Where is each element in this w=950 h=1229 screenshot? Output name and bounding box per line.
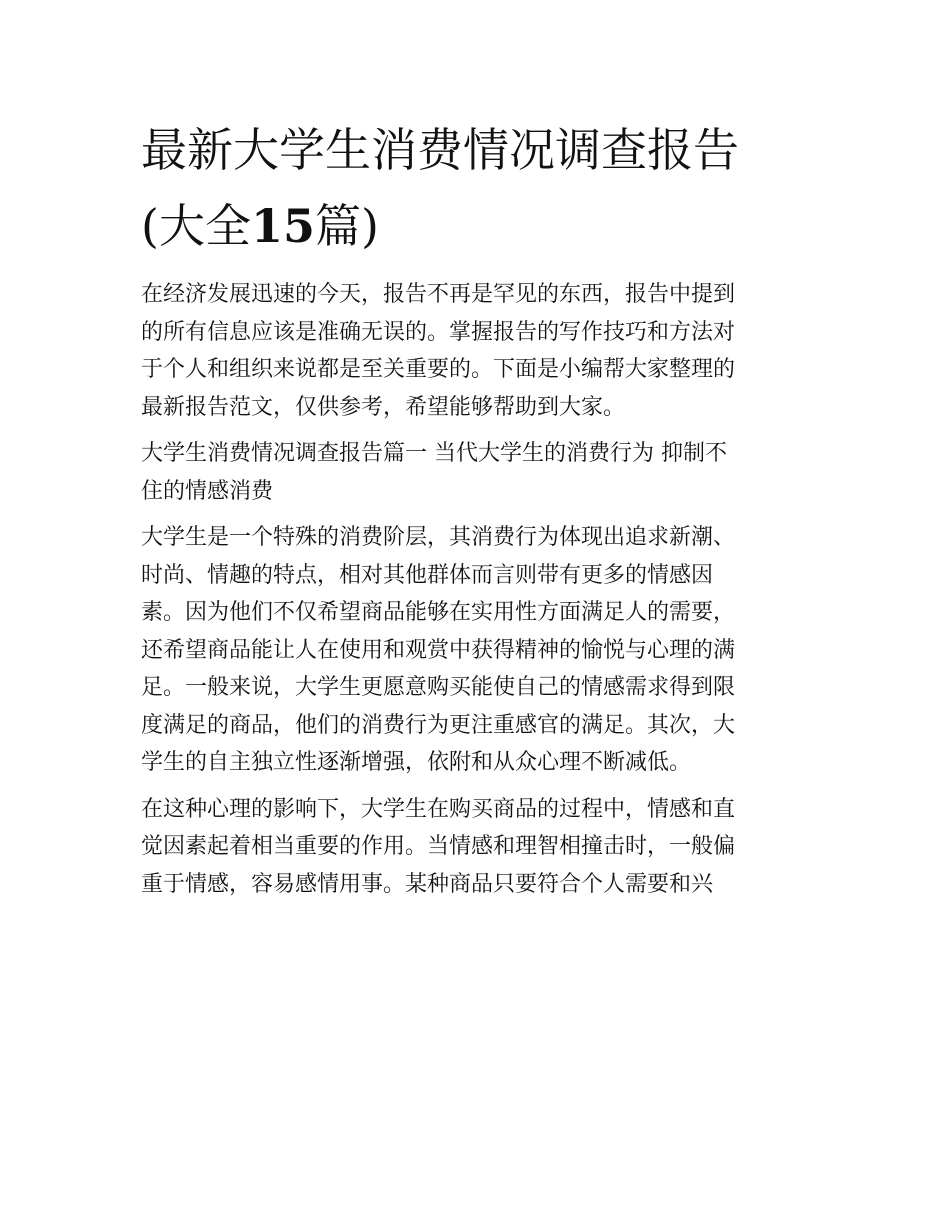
paragraph-line: 足。一般来说，大学生更愿意购买能使自己的情感需求得到限 bbox=[141, 675, 736, 700]
paragraph-line: 在经济发展迅速的今天，报告不再是罕见的东西，报告中提到 bbox=[141, 282, 736, 307]
paragraph-intro bbox=[141, 276, 813, 426]
paragraph-line: 大学生消费情况调查报告篇一 当代大学生的消费行为 抑制不 bbox=[141, 441, 727, 466]
section-heading bbox=[141, 435, 813, 510]
title-prefix: (大全 bbox=[141, 199, 251, 253]
paragraph-line: 最新报告范文，仅供参考，希望能够帮助到大家。 bbox=[141, 394, 626, 420]
paragraph-line: 于个人和组织来说都是至关重要的。下面是小编帮大家整理的 bbox=[141, 357, 736, 382]
paragraph-line: 学生的自主独立性逐渐增强，依附和从众心理不断减低。 bbox=[141, 750, 692, 775]
paragraph-line: 觉因素起着相当重要的作用。当情感和理智相撞击时，一般偏 bbox=[141, 834, 736, 859]
document-title bbox=[141, 112, 813, 264]
paragraph-line: 还希望商品能让人在使用和观赏中获得精神的愉悦与心理的满 bbox=[141, 637, 736, 663]
title-suffix: 篇) bbox=[314, 199, 379, 253]
paragraph-line: 的所有信息应该是准确无误的。掌握报告的写作技巧和方法对 bbox=[141, 319, 736, 345]
paragraph-line: 住的情感消费 bbox=[141, 478, 274, 504]
paragraph-line: 大学生是一个特殊的消费阶层，其消费行为体现出追求新潮、 bbox=[141, 525, 736, 550]
paragraph-line: 素。因为他们不仅希望商品能够在实用性方面满足人的需要， bbox=[141, 600, 736, 625]
paragraph-line: 重于情感，容易感情用事。某种商品只要符合个人需要和兴 bbox=[141, 871, 714, 897]
title-number: 15 bbox=[250, 199, 315, 253]
paragraph-body-2 bbox=[141, 791, 813, 904]
document-content bbox=[141, 112, 813, 912]
paragraph-line: 度满足的商品，他们的消费行为更注重感官的满足。其次，大 bbox=[141, 712, 736, 738]
title-line-1: 最新大学生消费情况调查报告 bbox=[141, 123, 739, 177]
title-line-2 bbox=[141, 188, 813, 264]
paragraph-body-1 bbox=[141, 519, 813, 782]
paragraph-line: 时尚、情趣的特点，相对其他群体而言则带有更多的情感因 bbox=[141, 562, 714, 588]
paragraph-line: 在这种心理的影响下，大学生在购买商品的过程中，情感和直 bbox=[141, 796, 736, 822]
